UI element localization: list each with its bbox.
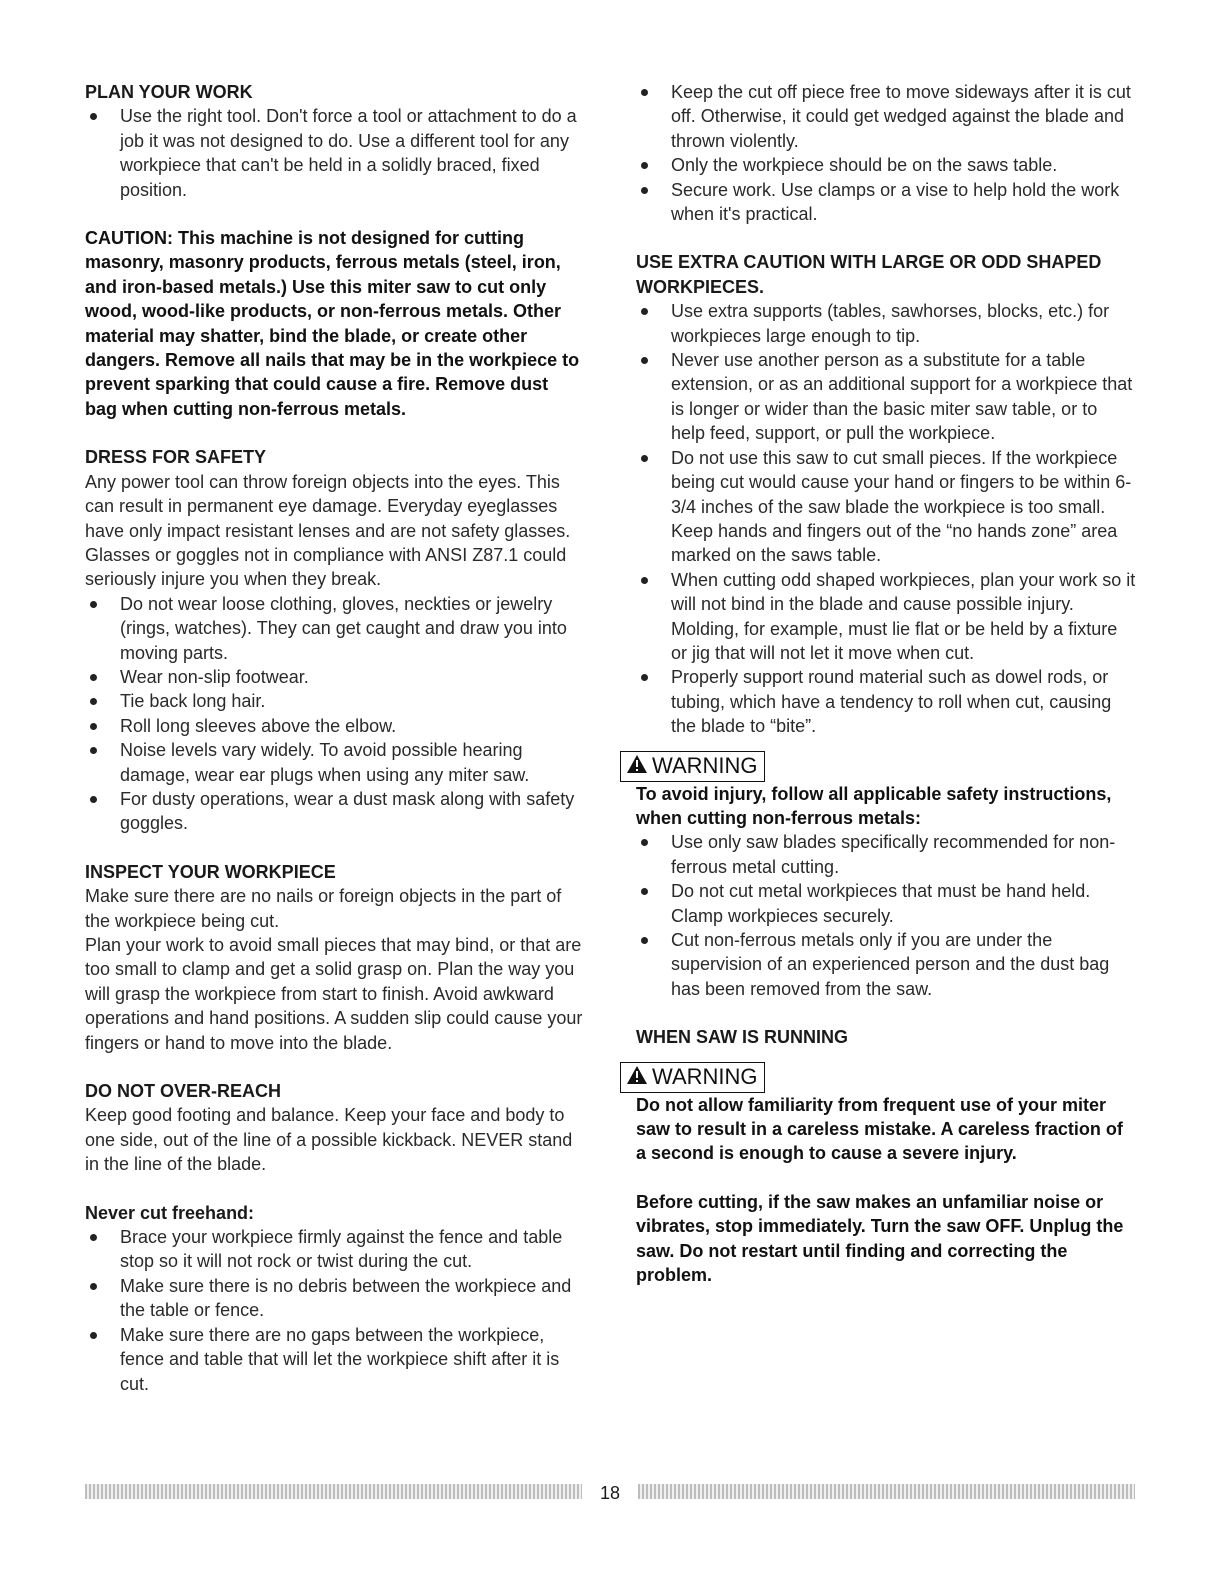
list-item: Use extra supports (tables, sawhorses, blocks, etc.) for workpieces large enough to tip. (636, 299, 1136, 348)
warning-label-text: WARNING (652, 1063, 758, 1089)
nonferrous-warning-text: To avoid injury, follow all applicable safety instructions, when cutting non-ferrous metals: (636, 783, 1112, 828)
list-item: Tie back long hair. (85, 689, 585, 713)
warning-label-text: WARNING (652, 752, 758, 778)
overreach-text: Keep good footing and balance. Keep your face and body to one side, out of the line of a possible kickback. NEVER stand in the line of the blade. (85, 1105, 573, 1175)
unfamiliar-noise-text: Before cutting, if the saw makes an unfamiliar noise or vibrates, stop immediately. Turn the saw OFF. Unplug the saw. Do not restart until finding and correcting the problem. (636, 1191, 1124, 1286)
familiarity-warning-text: Do not allow familiarity from frequent use of your miter saw to result in a careless mistake. A careless fraction of a second is enough to cause a severe injury. (636, 1094, 1123, 1164)
list-item: Keep the cut off piece free to move sideways after it is cut off. Otherwise, it could get wedged against the blade and thrown violently. (636, 80, 1136, 153)
warning-triangle-icon (626, 1064, 648, 1092)
dress-list (85, 592, 585, 836)
list-item: Properly support round material such as dowel rods, or tubing, which have a tendency to roll when cut, causing the blade to “bite”. (636, 665, 1136, 738)
list-item: Do not use this saw to cut small pieces. If the workpiece being cut would cause your hand or fingers to be within 6-3/4 inches of the saw blade the workpiece is too small. Keep hands and fingers out of the “no hands zone” area marked on the saws table. (636, 446, 1136, 568)
running-heading: WHEN SAW IS RUNNING (636, 1027, 849, 1048)
page-number: 18 (599, 1483, 621, 1503)
list-item: Use only saw blades specifically recommended for non-ferrous metal cutting. (636, 830, 1136, 879)
footer-band-right (638, 1484, 1135, 1499)
dress-heading: DRESS FOR SAFETY (85, 447, 267, 468)
page-footer (85, 1481, 1135, 1505)
warning-label (620, 1062, 765, 1093)
list-item: Use the right tool. Don't force a tool or attachment to do a job it was not designed to do. Use a different tool for any workpiece that can't be held in a solidly braced, fixed position. (85, 104, 585, 202)
list-item: Only the workpiece should be on the saws table. (636, 153, 1136, 177)
list-item: Make sure there is no debris between the workpiece and the table or fence. (85, 1274, 585, 1323)
right-column (636, 80, 1136, 1287)
warning-triangle-icon (626, 753, 648, 781)
list-item: When cutting odd shaped workpieces, plan your work so it will not bind in the blade and cause possible injury. Molding, for example, must lie flat or be held by a fixture or jig that will not let it move when cut. (636, 568, 1136, 666)
warning-label (620, 751, 765, 782)
plan-list (85, 104, 585, 202)
plan-heading: PLAN YOUR WORK (85, 82, 253, 102)
inspect-text-2: Plan your work to avoid small pieces that may bind, or that are too small to clamp and get a solid grasp on. Plan the way you will grasp the workpiece from start to finish. Avoid awkward operations and hand positions. A sudden slip could cause your fingers or hand to move into the blade. (85, 935, 583, 1053)
caution-text: CAUTION: This machine is not designed for cutting masonry, masonry products, ferrous metals (steel, iron, and iron-based metals.) Use this miter saw to cut only wood, wood-like products, or non-ferrous metals. Other material may shatter, bind the blade, or create other dangers. Remove all nails that may be in the workpiece to prevent sparking that could cause a fire. Remove dust bag when cutting non-ferrous metals. (85, 228, 580, 419)
freehand-heading: Never cut freehand: (85, 1202, 255, 1223)
overreach-heading: DO NOT OVER-REACH (85, 1081, 282, 1102)
list-item: Cut non-ferrous metals only if you are under the supervision of an experienced person and the dust bag has been removed from the saw. (636, 928, 1136, 1001)
list-item: Do not cut metal workpieces that must be hand held. Clamp workpieces securely. (636, 879, 1136, 928)
list-item: Never use another person as a substitute for a table extension, or as an additional support for a workpiece that is longer or wider than the basic miter saw table, or to help feed, support, or pull the workpiece. (636, 348, 1136, 446)
footer-band-left (85, 1484, 582, 1499)
dress-text: Any power tool can throw foreign objects into the eyes. This can result in permanent eye damage. Everyday eyeglasses have only impact resistant lenses and are not safety glasses. Glasses or goggles not in compliance with ANSI Z87.1 could seriously injure you when they break. (85, 471, 571, 590)
list-item: Noise levels vary widely. To avoid possible hearing damage, wear ear plugs when using any miter saw. (85, 738, 585, 787)
list-item: Brace your workpiece firmly against the fence and table stop so it will not rock or twist during the cut. (85, 1225, 585, 1274)
list-item: Secure work. Use clamps or a vise to help hold the work when it's practical. (636, 178, 1136, 227)
cutoff-list (636, 80, 1136, 226)
extra-caution-list (636, 299, 1136, 738)
left-column (85, 80, 585, 1396)
inspect-text-1: Make sure there are no nails or foreign objects in the part of the workpiece being cut. (85, 886, 562, 931)
list-item: For dusty operations, wear a dust mask along with safety goggles. (85, 787, 585, 836)
list-item: Do not wear loose clothing, gloves, neckties or jewelry (rings, watches). They can get caught and draw you into moving parts. (85, 592, 585, 665)
list-item: Wear non-slip footwear. (85, 665, 585, 689)
list-item: Roll long sleeves above the elbow. (85, 714, 585, 738)
freehand-list (85, 1225, 585, 1396)
extra-caution-heading: USE EXTRA CAUTION WITH LARGE OR ODD SHAPED WORKPIECES. (636, 252, 1102, 297)
list-item: Make sure there are no gaps between the workpiece, fence and table that will let the workpiece shift after it is cut. (85, 1323, 585, 1396)
nonferrous-list (636, 830, 1136, 1001)
inspect-heading: INSPECT YOUR WORKPIECE (85, 861, 336, 882)
